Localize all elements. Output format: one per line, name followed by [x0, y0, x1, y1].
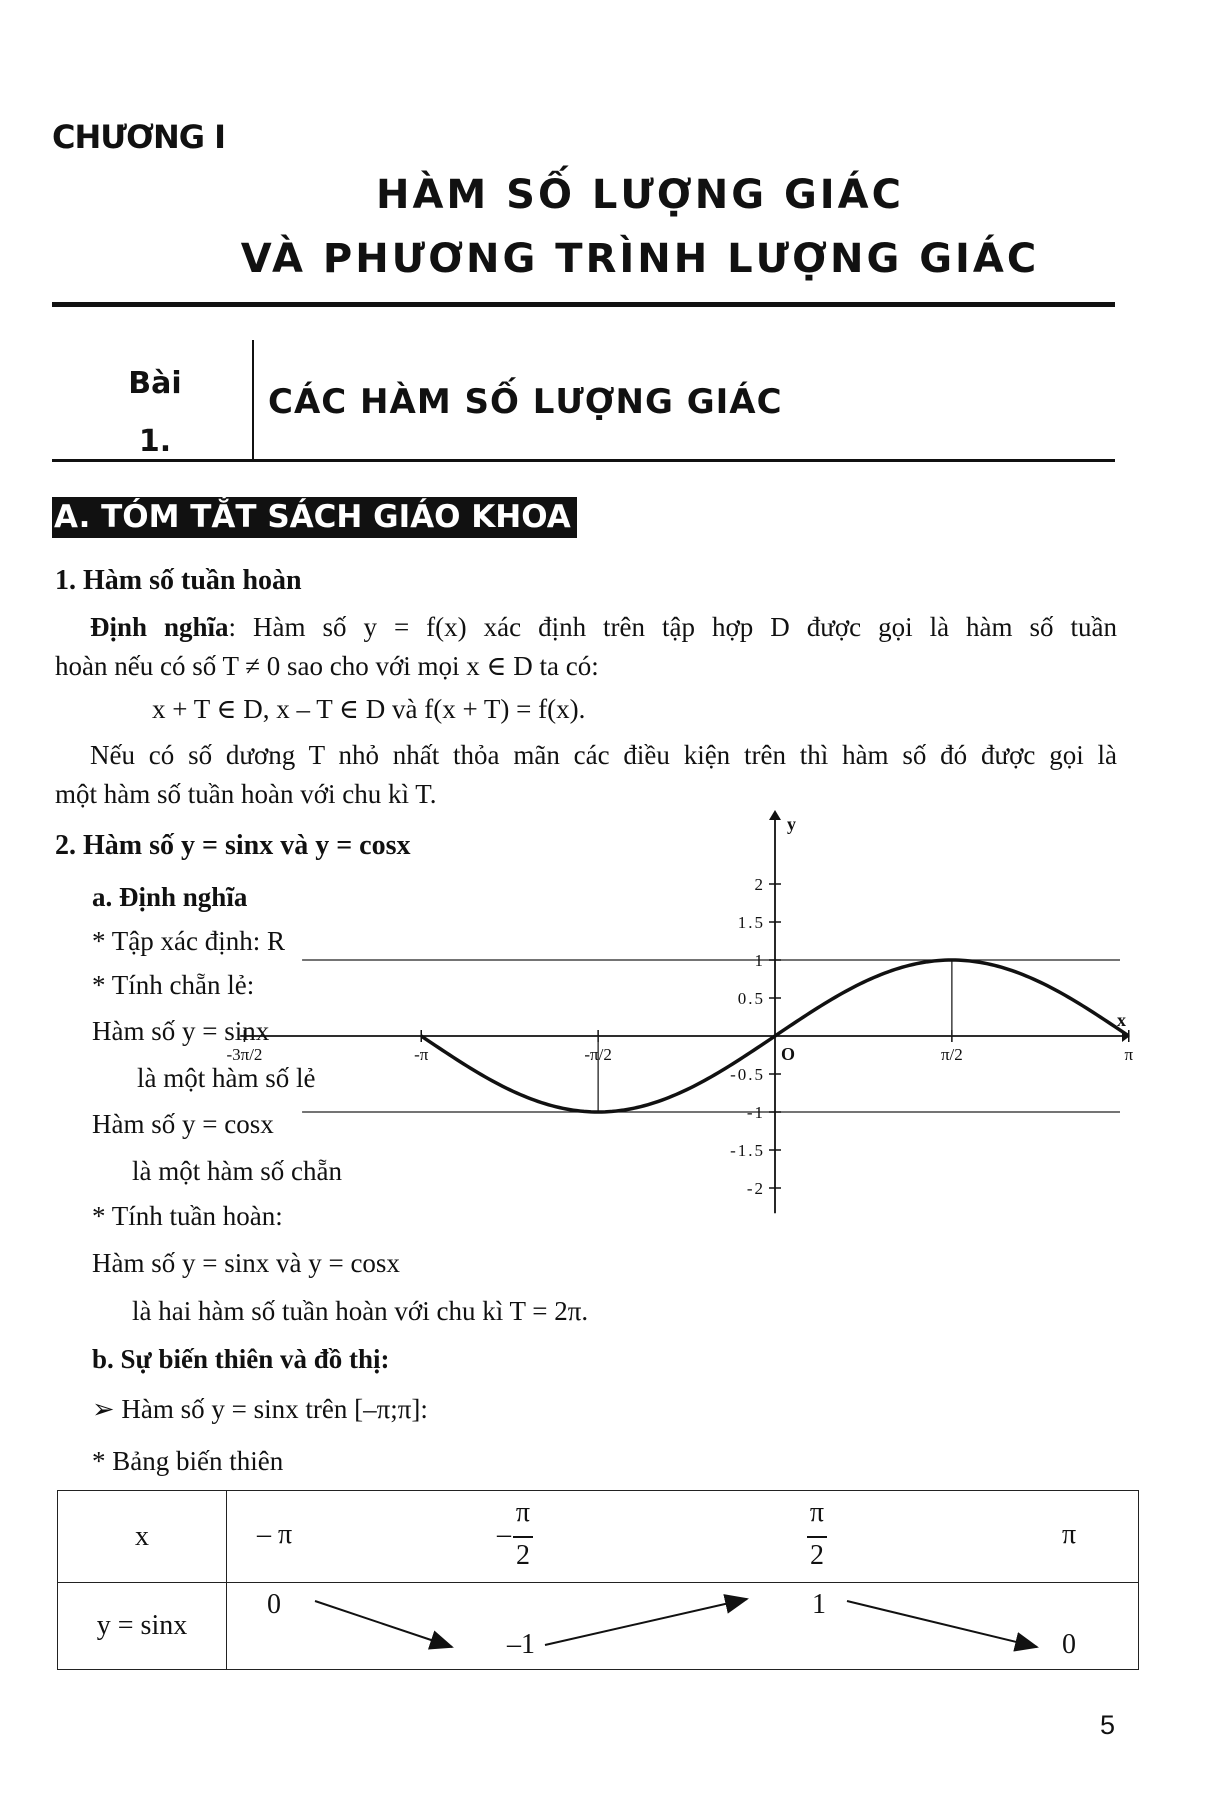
y-tick-label-2: 1 [754, 951, 765, 970]
x-value-minus-sign: – [497, 1519, 511, 1550]
periodicity-text: * Tính tuần hoàn: [92, 1201, 283, 1231]
sin-parity-line2: là một hàm số lẻ [137, 1063, 316, 1093]
sin-interval-text: ➢ Hàm số y = sinx trên [–π;π]: [92, 1394, 428, 1424]
arrow-increasing [545, 1599, 747, 1645]
arrow-decreasing-1 [315, 1601, 452, 1647]
section2-heading: 2. Hàm số y = sinx và y = cosx [55, 830, 411, 861]
y-header-cell: y = sinx [58, 1583, 227, 1670]
arrow-decreasing-2 [847, 1601, 1037, 1647]
variation-arrows [227, 1583, 1138, 1669]
x-value-pi-numerator-2: π [809, 1497, 825, 1528]
header-divider [52, 302, 1115, 307]
variation-table [57, 1490, 1139, 1670]
definition-subheading: a. Định nghĩa [92, 882, 248, 912]
table-row-x [58, 1491, 1139, 1583]
y-value-0-end: 0 [1062, 1629, 1076, 1660]
definition-label: Định nghĩa [90, 612, 229, 642]
y-value-one: 1 [812, 1589, 826, 1620]
lesson-label-line2: 1. [138, 424, 172, 459]
y-tick-label-4: -0.5 [730, 1065, 765, 1084]
y-tick-label-0: 2 [754, 875, 765, 894]
x-values-cell [227, 1491, 1139, 1583]
definition-line2: hoàn nếu có số T ≠ 0 sao cho với mọi x ∈ D ta có: [55, 651, 599, 681]
y-axis-arrow [769, 810, 781, 820]
lesson-label-line1: Bài [128, 366, 182, 401]
cos-parity-line2: là một hàm số chẵn [132, 1156, 342, 1186]
x-value-denominator-2: 2 [810, 1540, 824, 1571]
sin-parity-line1: Hàm số y = sinx [92, 1016, 270, 1046]
definition-line1 [90, 608, 1117, 646]
y-axis-label: y [787, 814, 796, 834]
lesson-separator [252, 340, 254, 460]
x-tick-label-3: π/2 [940, 1045, 963, 1064]
x-header-cell: x [58, 1491, 227, 1583]
lesson-title: CÁC HÀM SỐ LƯỢNG GIÁC [268, 382, 783, 422]
y-value-0-start: 0 [267, 1589, 281, 1620]
chapter-title-line1: HÀM SỐ LƯỢNG GIÁC [375, 172, 904, 218]
x-value-pi: π [1062, 1519, 1077, 1550]
cos-parity-line1: Hàm số y = cosx [92, 1109, 274, 1139]
x-tick-label-1: -π [414, 1045, 429, 1064]
x-tick-label-2: -π/2 [584, 1045, 612, 1064]
periodicity-line2: là hai hàm số tuần hoàn với chu kì T = 2π. [132, 1296, 589, 1326]
y-tick-label-1: 1.5 [737, 913, 765, 932]
periodic-formula: x + T ∈ D, x – T ∈ D và f(x + T) = f(x). [152, 694, 586, 724]
lesson-divider [52, 459, 1115, 462]
x-tick-label-0: -3π/2 [226, 1045, 263, 1064]
y-tick-label-7: -2 [746, 1179, 765, 1198]
parity-text: * Tính chẵn lẻ: [92, 970, 255, 1000]
period-note-line2: một hàm số tuần hoàn với chu kì T. [55, 779, 437, 809]
page-number: 5 [1100, 1710, 1116, 1740]
x-value-denominator-1: 2 [516, 1540, 530, 1571]
chapter-title-line2: VÀ PHƯƠNG TRÌNH LƯỢNG GIÁC [240, 236, 1040, 282]
y-values-cell [227, 1583, 1139, 1670]
fraction-bar-1 [513, 1536, 533, 1538]
domain-text: * Tập xác định: R [92, 926, 285, 956]
y-tick-label-3: 0.5 [737, 989, 765, 1008]
origin-label: O [781, 1044, 796, 1064]
periodicity-line1: Hàm số y = sinx và y = cosx [92, 1248, 400, 1278]
definition-text1: : Hàm số y = f(x) xác định trên tập hợp D được gọi là hàm số tuần [228, 612, 1117, 642]
y-tick-label-6: -1.5 [730, 1141, 765, 1160]
x-value-minus-pi: – π [257, 1519, 293, 1550]
y-tick-label-5: -1 [746, 1103, 765, 1122]
variation-table-label: * Bảng biến thiên [92, 1446, 284, 1476]
lesson-number [100, 355, 210, 471]
x-value-pi-numerator-1: π [515, 1497, 531, 1528]
section-a-title: A. TÓM TẮT SÁCH GIÁO KHOA [52, 497, 577, 538]
x-tick-label-4: π [1124, 1045, 1134, 1064]
section1-heading: 1. Hàm số tuần hoàn [55, 565, 302, 596]
y-value-minus-one: –1 [507, 1629, 535, 1660]
table-row-y [58, 1583, 1139, 1670]
fraction-bar-2 [807, 1536, 827, 1538]
variation-subheading: b. Sự biến thiên và đồ thị: [92, 1344, 390, 1374]
chapter-label: CHƯƠNG I [52, 118, 226, 156]
x-axis-label: x [1117, 1010, 1126, 1030]
period-note-line1: Nếu có số dương T nhỏ nhất thỏa mãn các điều kiện trên thì hàm số đó được gọi là [90, 740, 1117, 770]
